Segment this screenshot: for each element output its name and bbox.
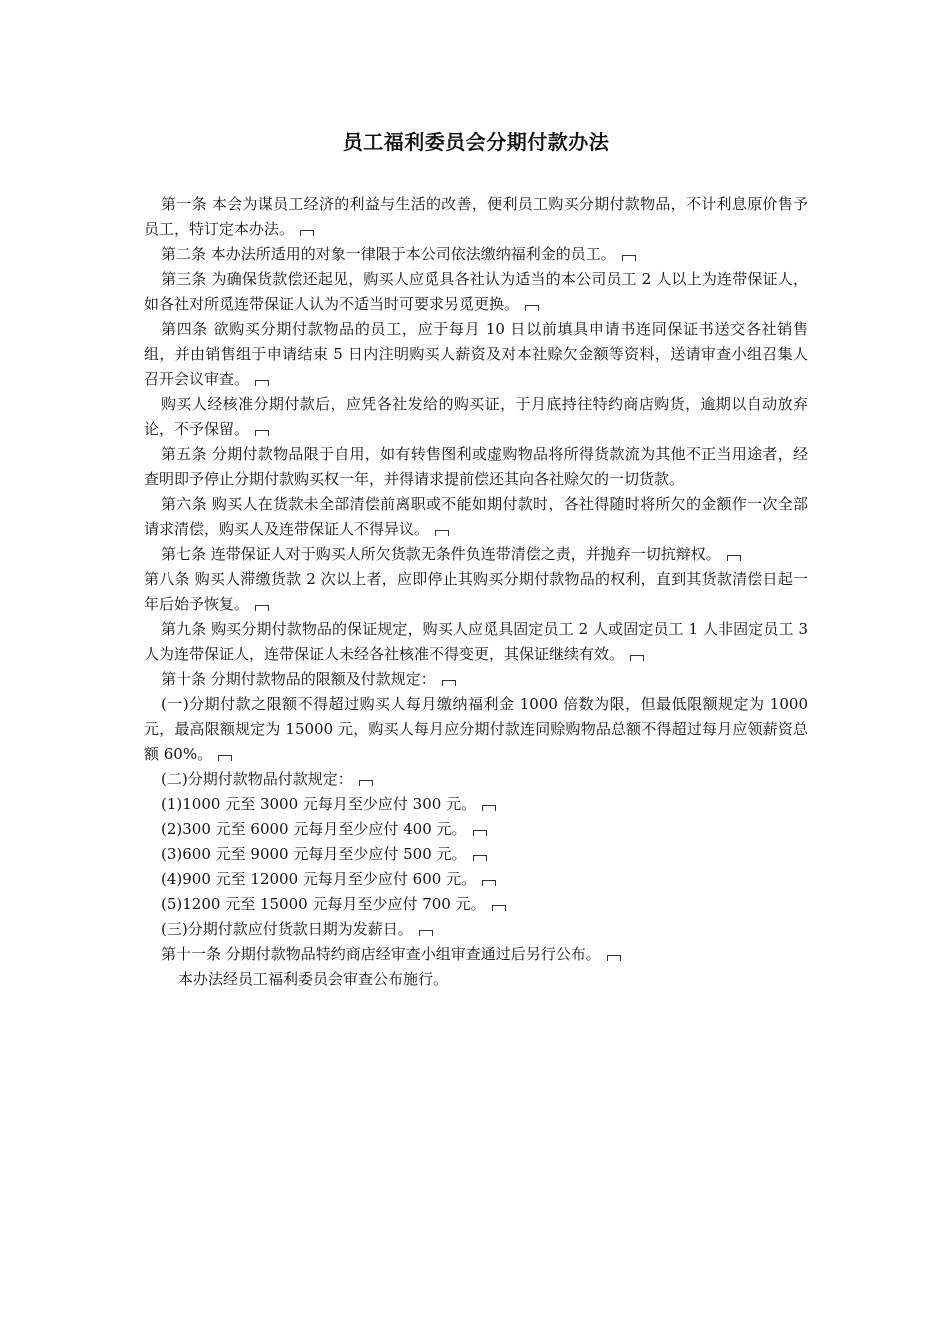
paragraph-text: 第六条 购买人在货款未全部清偿前离职或不能如期付款时，各社得随时将所欠的金额作一次全部请求清偿，购买人及连带保证人不得异议。 (144, 495, 808, 538)
paragraph-text: 第五条 分期付款物品限于自用，如有转售图利或虚购物品将所得货款流为其他不正当用途者，经查明即予停止分期付款购买权一年，并得请求提前偿还其向各社赊欠的一切货款。 (144, 445, 808, 488)
paragraph-text: (一)分期付款之限额不得超过购买人每月缴纳福利金 1000 倍数为限，但最低限额规定为 1000 元，最高限额规定为 15000 元，购买人每月应分期付款连同赊购物品总额不得超过每月应领薪资总额 60%。 (144, 695, 808, 763)
paragraph-mark-icon (482, 805, 496, 811)
paragraph-mark-icon (607, 955, 621, 961)
paragraph (144, 392, 808, 442)
paragraph-text: (1)1000 元至 3000 元每月至少应付 300 元。 (161, 795, 477, 813)
paragraph-mark-icon (419, 930, 433, 936)
paragraph-mark-icon (435, 530, 449, 536)
paragraph-text: 购买人经核准分期付款后，应凭各社发给的购买证，于月底持往特约商店购货，逾期以自动放弃论，不予保留。 (144, 395, 808, 438)
paragraph-mark-icon (492, 905, 506, 911)
paragraph (144, 242, 808, 267)
paragraph-mark-icon (622, 255, 636, 261)
paragraph-text: 第三条 为确保货款偿还起见，购买人应觅具各社认为适当的本公司员工 2 人以上为连带保证人，如各社对所觅连带保证人认为不适当时可要求另觅更换。 (144, 270, 808, 313)
paragraph-mark-icon (442, 680, 456, 686)
paragraph (144, 867, 808, 892)
paragraph (144, 917, 808, 942)
paragraph (144, 692, 808, 767)
paragraph (144, 942, 808, 967)
paragraph (144, 842, 808, 867)
paragraph-mark-icon (255, 380, 269, 386)
document-body (144, 192, 808, 992)
paragraph-mark-icon (525, 305, 539, 311)
paragraph-text: 第一条 本会为谋员工经济的利益与生活的改善，便利员工购买分期付款物品，不计利息原价售予员工，特订定本办法。 (144, 195, 808, 238)
paragraph (144, 792, 808, 817)
paragraph-text: (2)300 元至 6000 元每月至少应付 400 元。 (161, 820, 467, 838)
paragraph-text: 本办法经员工福利委员会审查公布施行。 (178, 970, 449, 988)
paragraph (144, 542, 808, 567)
paragraph-mark-icon (482, 880, 496, 886)
paragraph (144, 492, 808, 542)
paragraph-mark-icon (255, 430, 269, 436)
paragraph-mark-icon (630, 655, 644, 661)
paragraph-mark-icon (255, 605, 269, 611)
paragraph-mark-icon (727, 555, 741, 561)
paragraph (144, 442, 808, 492)
paragraph-mark-icon (218, 755, 232, 761)
paragraph (144, 967, 808, 992)
paragraph-mark-icon (359, 780, 373, 786)
paragraph (144, 892, 808, 917)
paragraph (144, 192, 808, 242)
document-title: 员工福利委员会分期付款办法 (342, 130, 610, 154)
paragraph-text: (3)600 元至 9000 元每月至少应付 500 元。 (161, 845, 467, 863)
paragraph-text: 第七条 连带保证人对于购买人所欠货款无条件负连带清偿之责，并抛弃一切抗辩权。 (161, 545, 721, 563)
paragraph (144, 667, 808, 692)
paragraph-text: 第十一条 分期付款物品特约商店经审查小组审查通过后另行公布。 (161, 945, 601, 963)
paragraph-text: 第四条 欲购买分期付款物品的员工，应于每月 10 日以前填具申请书连同保证书送交各社销售组，并由销售组于申请结束 5 日内注明购买人薪资及对本社赊欠金额等资料，送请审查小组召集人召开会议审查。 (144, 320, 808, 388)
paragraph-text: 第九条 购买分期付款物品的保证规定，购买人应觅具固定员工 2 人或固定员工 1 人非固定员工 3 人为连带保证人，连带保证人未经各社核准不得变更，其保证继续有效。 (144, 620, 808, 663)
paragraph (144, 317, 808, 392)
paragraph-text: 第十条 分期付款物品的限额及付款规定： (161, 670, 436, 688)
paragraph-mark-icon (473, 830, 487, 836)
paragraph (144, 817, 808, 842)
paragraph (144, 567, 808, 617)
paragraph (144, 767, 808, 792)
paragraph-text: (三)分期付款应付货款日期为发薪日。 (161, 920, 413, 938)
paragraph-mark-icon (300, 230, 314, 236)
paragraph-mark-icon (473, 855, 487, 861)
document-page (144, 0, 808, 992)
paragraph-text: 第二条 本办法所适用的对象一律限于本公司依法缴纳福利金的员工。 (161, 245, 616, 263)
paragraph-text: (二)分期付款物品付款规定： (161, 770, 353, 788)
paragraph (144, 617, 808, 667)
paragraph-text: (5)1200 元至 15000 元每月至少应付 700 元。 (161, 895, 486, 913)
paragraph-text: (4)900 元至 12000 元每月至少应付 600 元。 (161, 870, 477, 888)
paragraph-text: 第八条 购买人滞缴货款 2 次以上者，应即停止其购买分期付款物品的权利，直到其货款清偿日起一年后始予恢复。 (144, 570, 808, 613)
paragraph (144, 267, 808, 317)
